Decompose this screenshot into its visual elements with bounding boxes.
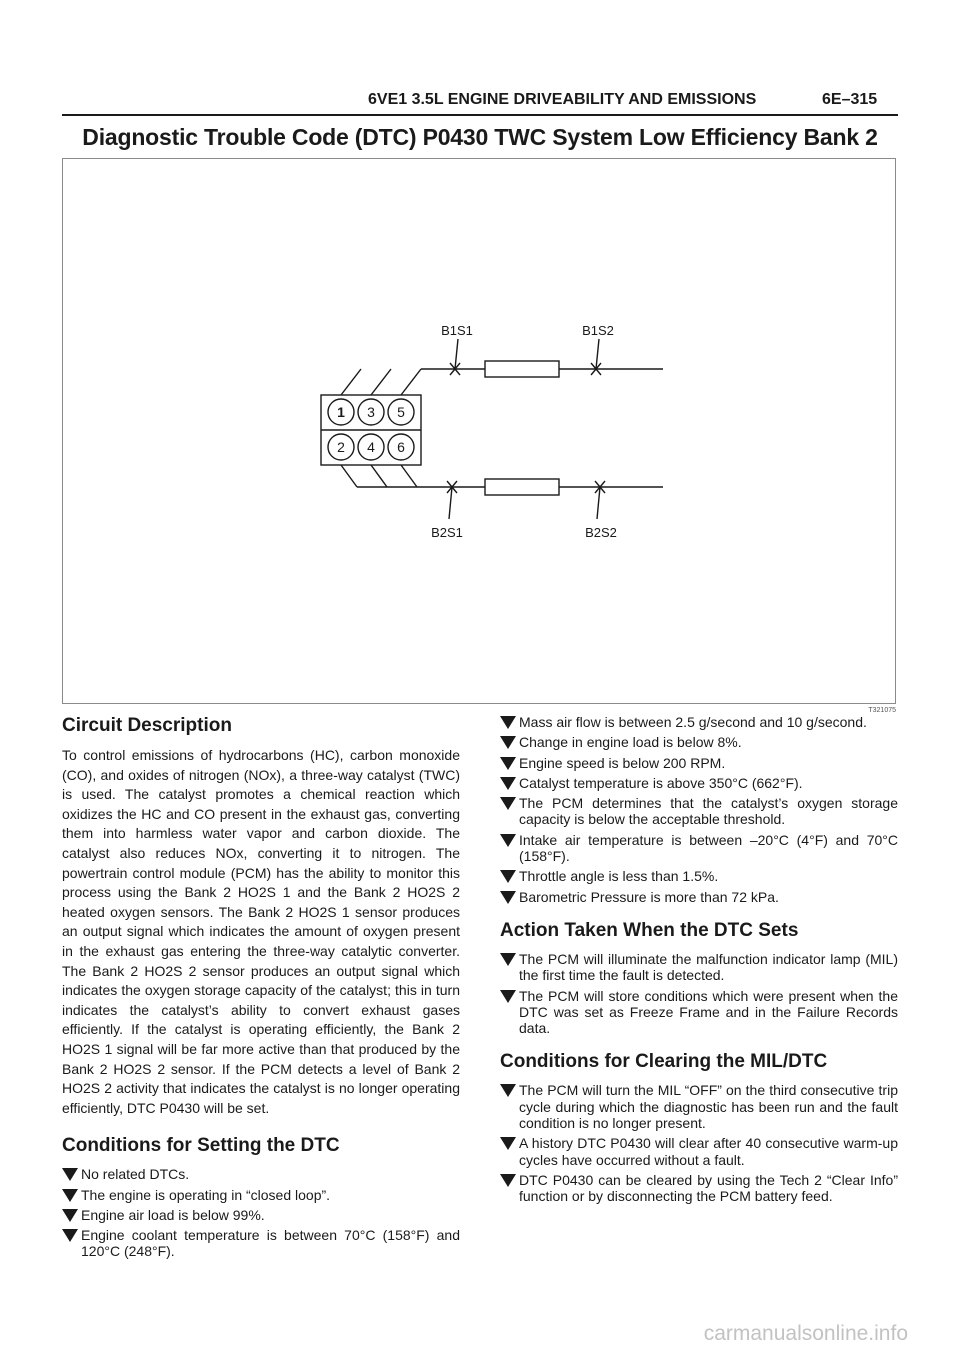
right-column (500, 714, 898, 1211)
list-item-text: Barometric Pressure is more than 72 kPa. (519, 888, 779, 905)
b1s1-leader (455, 339, 458, 369)
list-item (500, 1172, 898, 1205)
triangle-bullet-icon (500, 777, 516, 790)
triangle-bullet-icon (500, 797, 516, 810)
running-header (0, 88, 960, 112)
list-item (500, 755, 898, 771)
list-item-text: Mass air flow is between 2.5 g/second and 10 g/second. (519, 714, 867, 730)
figure-reference: T321075 (868, 707, 896, 714)
b2s1-label: B2S1 (431, 525, 463, 540)
list-item (62, 1207, 460, 1223)
b1s2-label: B1S2 (582, 323, 614, 338)
triangle-bullet-icon (500, 990, 516, 1003)
list-item-text: DTC P0430 can be cleared by using the Tech 2 “Clear Info” function or by disconnecting the PCM battery feed. (519, 1171, 898, 1205)
cylinder-5-label: 5 (397, 404, 405, 420)
action-taken-list (500, 951, 898, 1036)
cylinder-3-label: 3 (367, 404, 375, 420)
triangle-bullet-icon (500, 870, 516, 883)
list-item (62, 1187, 460, 1203)
setting-conditions-heading: Conditions for Setting the DTC (62, 1135, 340, 1157)
list-item-text: The PCM will illuminate the malfunction indicator lamp (MIL) the first time the fault is detected. (519, 950, 898, 984)
cylinder-2-label: 2 (337, 439, 345, 455)
triangle-bullet-icon (500, 736, 516, 749)
action-taken-heading: Action Taken When the DTC Sets (500, 919, 799, 941)
triangle-bullet-icon (500, 716, 516, 729)
bank2-catalyst (485, 479, 559, 495)
clearing-conditions-heading: Conditions for Clearing the MIL/DTC (500, 1051, 828, 1073)
list-item (500, 734, 898, 750)
list-item (500, 775, 898, 791)
triangle-bullet-icon (500, 834, 516, 847)
header-title: 6VE1 3.5L ENGINE DRIVEABILITY AND EMISSIONS (368, 91, 757, 108)
list-item-text: Change in engine load is below 8%. (519, 734, 742, 751)
circuit-description-heading: Circuit Description (62, 715, 232, 736)
bank1-runner-3 (401, 369, 421, 395)
cylinder-1-label: 1 (337, 404, 345, 420)
list-item (500, 832, 898, 865)
list-item (500, 1082, 898, 1131)
b1s2-leader (596, 339, 599, 369)
bank1-runner-1 (341, 369, 361, 395)
list-item-text: Intake air temperature is between –20°C (4°F) and 70°C (158°F). (519, 831, 898, 865)
triangle-bullet-icon (62, 1209, 78, 1222)
b2s1-leader (449, 487, 452, 519)
b1s1-label: B1S1 (441, 323, 473, 338)
b2s2-leader (597, 487, 600, 519)
triangle-bullet-icon (500, 1174, 516, 1187)
setting-conditions-list (62, 1166, 460, 1259)
list-item-text: Engine coolant temperature is between 70°C (158°F) and 120°C (248°F). (81, 1227, 460, 1260)
list-item (62, 1166, 460, 1182)
diagram-svg (63, 159, 897, 705)
page-title: Diagnostic Trouble Code (DTC) P0430 TWC System Low Efficiency Bank 2 (82, 124, 878, 150)
triangle-bullet-icon (62, 1229, 78, 1242)
list-item-text: Engine air load is below 99%. (81, 1206, 265, 1223)
list-item-text: No related DTCs. (81, 1166, 190, 1183)
header-rule (62, 114, 898, 116)
list-item-text: The engine is operating in “closed loop”. (81, 1186, 331, 1203)
list-item (62, 1227, 460, 1260)
list-item-text: A history DTC P0430 will clear after 40 consecutive warm-up cycles have occurred without a fault. (519, 1135, 898, 1168)
b2s2-label: B2S2 (585, 525, 617, 540)
circuit-description-text: To control emissions of hydrocarbons (HC), carbon monoxide (CO), and oxides of nitrogen (NOx), a three-way catalyst (TWC) is used. The catalyst promotes a chemical reaction which oxidizes the HC and CO present in the exhaust gas, converting them into harmless water vapor and carbon dioxide. The catalyst also reduces NOx, converting it to nitrogen. The powertrain control module (PCM) has the ability to monitor this process using the Bank 2 HO2S 1 and the Bank 2 HO2S 2 heated oxygen sensors. The Bank 2 HO2S 1 sensor produces an output signal which indicates the amount of oxygen present in the exhaust gas entering the three-way catalytic converter. The Bank 2 HO2S 2 sensor produces an output signal which indicates the oxygen storage capacity of the catalyst; this in turn indicates the catalyst’s ability to convert exhaust gases efficiently. If the catalyst is operating efficiently, the Bank 2 HO2S 1 signal will be far more active than that produced by the Bank 2 HO2S 2 sensor. If the PCM detects a level of Bank 2 HO2S 2 activity that indicates the catalyst is no longer operating efficiently, DTC P0430 will be set. (62, 747, 460, 1116)
list-item (500, 889, 898, 905)
bank2-runner-3 (401, 465, 417, 487)
triangle-bullet-icon (500, 757, 516, 770)
triangle-bullet-icon (62, 1189, 78, 1202)
list-item-text: The PCM will turn the MIL “OFF” on the third consecutive trip cycle during which the diagnostic has been run and the fault condition is no longer present. (519, 1082, 898, 1132)
cylinder-6-label: 6 (397, 439, 405, 455)
clearing-conditions-list (500, 1082, 898, 1204)
triangle-bullet-icon (500, 891, 516, 904)
triangle-bullet-icon (500, 1084, 516, 1097)
bank1-catalyst (485, 361, 559, 377)
list-item-text: The PCM determines that the catalyst’s oxygen storage capacity is below the acceptable threshold. (519, 795, 898, 828)
left-column (62, 714, 460, 1266)
list-item (500, 951, 898, 984)
cylinder-4-label: 4 (367, 439, 375, 455)
site-watermark: carmanualsonline.info (703, 1322, 908, 1345)
list-item (500, 988, 898, 1037)
page-number: 6E–315 (822, 91, 878, 108)
exhaust-sensor-diagram (62, 158, 896, 704)
list-item-text: Catalyst temperature is above 350°C (662°F). (519, 774, 803, 791)
bank2-runner-2 (371, 465, 387, 487)
list-item (500, 1135, 898, 1168)
bank1-runner-2 (371, 369, 391, 395)
list-item (500, 868, 898, 884)
triangle-bullet-icon (500, 953, 516, 966)
list-item-text: The PCM will store conditions which were present when the DTC was set as Freeze Frame and in the Failure Records data. (519, 987, 898, 1037)
setting-conditions-list-continued (500, 714, 898, 905)
triangle-bullet-icon (500, 1137, 516, 1150)
list-item (500, 714, 898, 730)
triangle-bullet-icon (62, 1168, 78, 1181)
list-item (500, 795, 898, 828)
list-item-text: Engine speed is below 200 RPM. (519, 754, 726, 771)
list-item-text: Throttle angle is less than 1.5%. (519, 868, 719, 885)
bank2-runner-1 (341, 465, 357, 487)
